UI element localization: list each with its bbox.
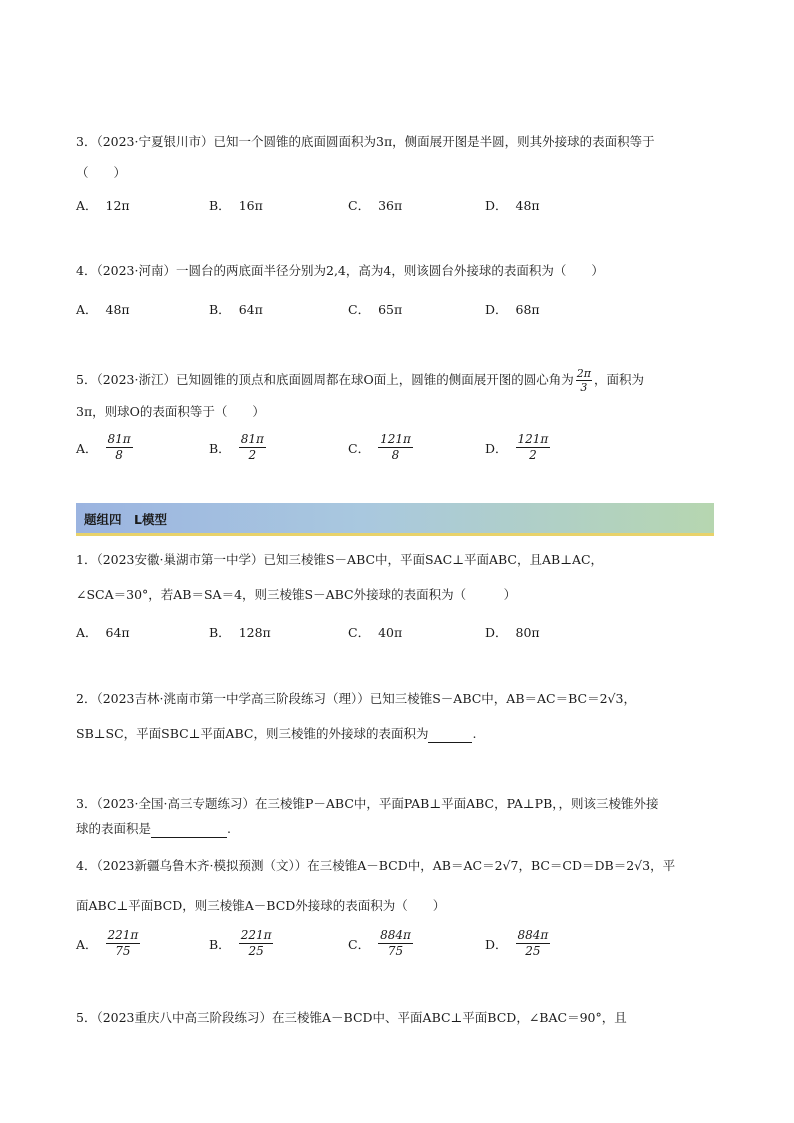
p4-stem-line1: 4．（2023新疆乌鲁木齐·模拟预测（文））在三棱锥A－BCD中，AB＝AC＝2√7，BC＝CD＝DB＝2√3，平 [76, 858, 676, 873]
p4-option-a[interactable]: A． $\frac{221\pi}{75}$ [76, 928, 139, 958]
q3-stem-line1: 3．（2023·宁夏银川市）已知一个圆锥的底面圆面积为3π，侧面展开图是半圆，则其外接球的表面积等于 [76, 134, 655, 149]
p5-stem-line1: 5．（2023重庆八中高三阶段练习）在三棱锥A－BCD中、平面ABC⊥平面BCD，∠BAC＝90°，且 [76, 1010, 627, 1025]
p2-stem-line2: SB⊥SC，平面SBC⊥平面ABC，则三棱锥的外接球的表面积为 . [76, 726, 477, 741]
q3-option-a[interactable]: A． 12π [76, 197, 130, 213]
p4-stem-line2: 面ABC⊥平面BCD，则三棱锥A－BCD外接球的表面积为（ ） [76, 898, 446, 913]
q4-stem-line1: 4．（2023·河南）一圆台的两底面半径分别为2,4，高为4，则该圆台外接球的表面积为（ ） [76, 263, 604, 278]
q5-stem-line1: 5．（2023·浙江）已知圆锥的顶点和底面圆周都在球O面上，圆锥的侧面展开图的圆心角为 $\frac{2\pi}{3}$ ，面积为 [76, 367, 644, 394]
p4-option-b[interactable]: B． $\frac{221\pi}{25}$ [209, 928, 272, 958]
p1-option-c[interactable]: C． 40π [348, 624, 403, 640]
p1-stem-line1: 1．（2023安徽·巢湖市第一中学）已知三棱锥S－ABC中，平面SAC⊥平面ABC，且AB⊥AC， [76, 552, 604, 567]
p1-option-a[interactable]: A． 64π [76, 624, 130, 640]
q4-option-d[interactable]: D． 68π [485, 301, 540, 317]
q4-option-a[interactable]: A． 48π [76, 301, 130, 317]
p3-answer-blank[interactable] [151, 823, 227, 838]
q4-option-b[interactable]: B． 64π [209, 301, 263, 317]
q3-stem-line2: （ ） [76, 165, 127, 180]
q5-option-b[interactable]: B． $\frac{81\pi}{2}$ [209, 432, 264, 462]
p2-answer-blank[interactable] [428, 728, 472, 743]
section-title: 题组四 L模型 [84, 512, 167, 527]
p4-option-d[interactable]: D． $\frac{884\pi}{25}$ [485, 928, 549, 958]
q5-stem-line2: 3π，则球O的表面积等于（ ） [76, 404, 265, 419]
q3-option-b[interactable]: B． 16π [209, 197, 263, 213]
section-banner [76, 503, 714, 536]
q5-option-a[interactable]: A． $\frac{81\pi}{8}$ [76, 432, 131, 462]
p3-stem-line2: 球的表面积是 . [76, 821, 231, 836]
p3-stem-line1: 3．（2023·全国·高三专题练习）在三棱锥P－ABC中，平面PAB⊥平面ABC，PA⊥PB，，则该三棱锥外接 [76, 796, 659, 811]
p1-stem-line2: ∠SCA＝30°，若AB＝SA＝4，则三棱锥S－ABC外接球的表面积为（ ） [76, 587, 517, 602]
p1-option-d[interactable]: D． 80π [485, 624, 540, 640]
q4-option-c[interactable]: C． 65π [348, 301, 403, 317]
p1-option-b[interactable]: B． 128π [209, 624, 271, 640]
q5-option-d[interactable]: D． $\frac{121\pi}{2}$ [485, 432, 549, 462]
q3-option-c[interactable]: C． 36π [348, 197, 403, 213]
p2-stem-line1: 2．（2023吉林·洮南市第一中学高三阶段练习（理））已知三棱锥S－ABC中，AB＝AC＝BC＝2√3， [76, 691, 636, 706]
q3-option-d[interactable]: D． 48π [485, 197, 540, 213]
p4-option-c[interactable]: C． $\frac{884\pi}{75}$ [348, 928, 411, 958]
q5-angle-fraction: $\frac{2\pi}{3}$ [576, 367, 591, 394]
q5-option-c[interactable]: C． $\frac{121\pi}{8}$ [348, 432, 411, 462]
